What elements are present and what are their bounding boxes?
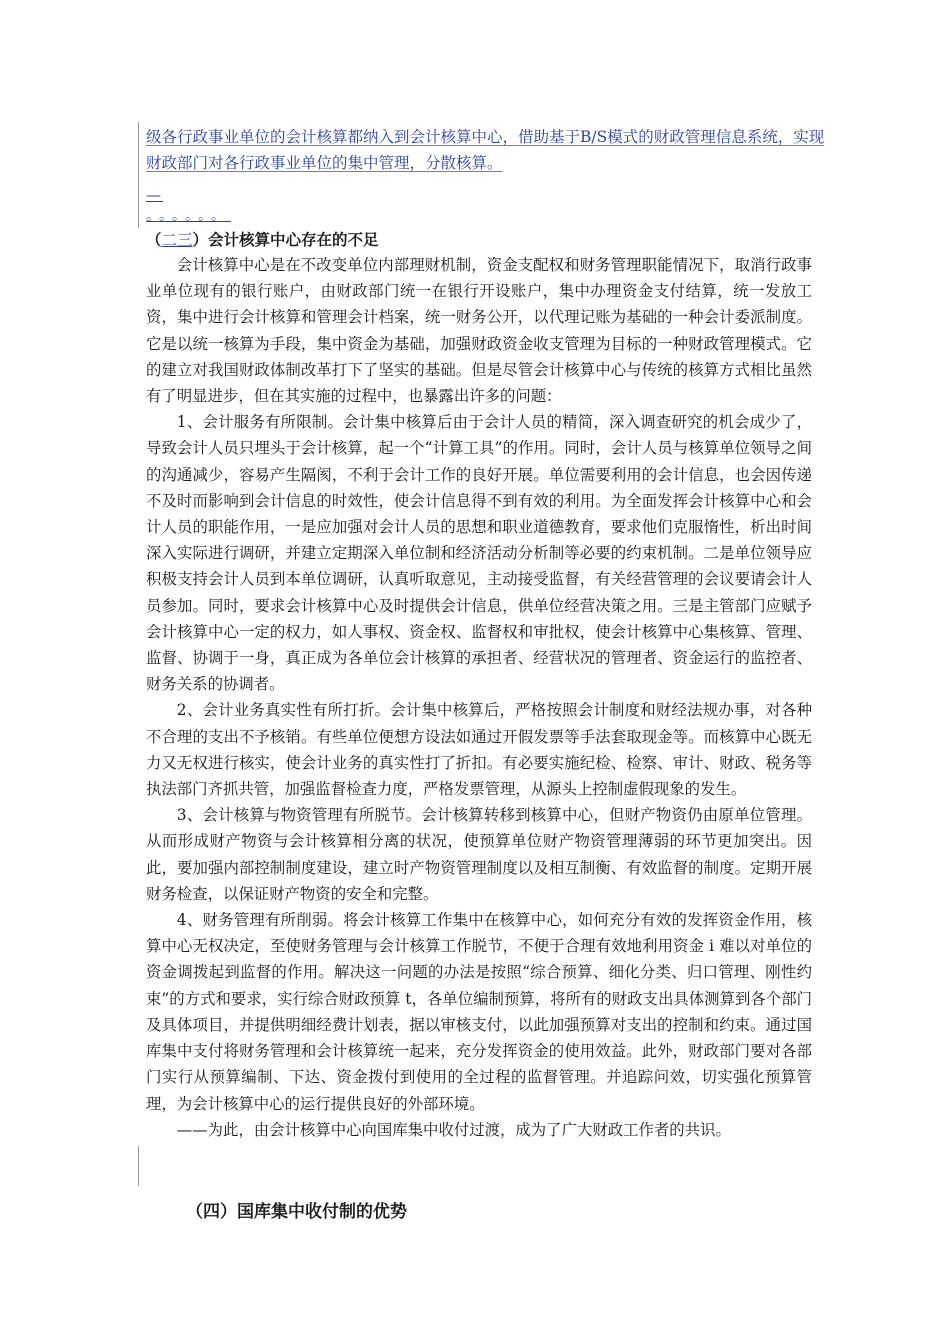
revision-bar-bottom xyxy=(138,1146,139,1186)
paragraph-intro: 会计核算中心是在不改变单位内部理财机制，资金支配权和财务管理职能情况下，取消行政事业单位现有的银行账户，由财政部门统一在银行开设账户，集中办理资金支付结算，统一发放工资，集中进行会计核算和管理会计档案，统一财务公开，以代理记账为基础的一种会计委派制度。它是以统一核算为手段，集中资金为基础，加强财政资金收支管理为目标的一种财政管理模式。它的建立对我国财政体制改革打下了坚实的基础。但是尽管会计核算中心与传统的核算方式相比虽然有了明显进步，但在其实施的过程中，也暴露出许多的问题： xyxy=(146,256,812,406)
paragraph-point-3: 3、会计核算与物资管理有所脱节。会计核算转移到核算中心，但财产物资仍由原单位管理。从而形成财产物资与会计核算相分离的状况，使预算单位财产物资管理薄弱的环节更加突出。因此，要加强内部控制制度建设，建立时产物资管理制度以及相互制衡、有效监督的制度。定期开展财务检查，以保证财产物资的安全和完整。 xyxy=(146,806,812,903)
closing-line: ——为此，由会计核算中心向国库集中收付过渡，成为了广大财政工作者的共识。 xyxy=(176,1120,731,1139)
revision-dash: — xyxy=(146,186,163,204)
intro-paragraph[interactable]: 级各行政事业单位的会计核算都纳入到会计核算中心，借助基于B/S模式的财政管理信息系统，实现财政部门对各行政事业单位的集中管理，分散核算。 xyxy=(146,128,825,172)
revision-bar xyxy=(138,122,139,228)
heading-title-text: ）会计核算中心存在的不足 xyxy=(192,231,379,249)
paragraph-point-4: 4、财务管理有所削弱。将会计核算工作集中在核算中心，如何充分有效的发挥资金作用，核算中心无权决定，至使财务管理与会计核算工作脱节，不便于合理有效地利用资金 i 难以对单位的资金调拨起到监督的作用。解决这一问题的办法是按照“综合预算、细化分类、归口管理、刚性约束”的方式和要求，实行综合财政预算 t，各单位编制预算，将所有的财政支出具体测算到各个部门及具体项目，并提供明细经费计划表，据以审核支付，以此加强预算对支出的控制和约束。通过国库集中支付将财务管理和会计核算统一起来，充分发挥资金的使用效益。此外，财政部门要对各部门实行从预算编制、下达、资金拨付到使用的全过程的监督管理。并追踪问效，切实强化预算管理，为会计核算中心的运行提供良好的外部环境。 xyxy=(146,911,812,1113)
section-heading-3 xyxy=(146,228,379,250)
body-text xyxy=(146,252,812,1143)
heading-open-paren: （ xyxy=(146,231,162,249)
heading-number-revision[interactable]: 二三 xyxy=(161,231,193,249)
paragraph-point-1: 1、会计服务有所限制。会计集中核算后由于会计人员的精简，深入调查研究的机会成少了，导致会计人员只埋头于会计核算，起一个“计算工具”的作用。同时，会计人员与核算单位领导之间的沟通减少，容易产生隔阂，不利于会计工作的良好开展。单位需要利用的会计信息，也会因传递不及时而影响到会计信息的时效性，使会计信息得不到有效的利用。为全面发挥会计核算中心和会计人员的职能作用，一是应加强对会计人员的思想和职业道德教育，要求他们克服惰性，析出时间深入实际进行调研，并建立定期深入单位制和经济活动分析制等必要的约束机制。二是单位领导应积极支持会计人员到本单位调研，认真听取意见，主动接受监督，有关经营管理的会议要请会计人员参加。同时，要求会计核算中心及时提供会计信息，供单位经营决策之用。三是主管部门应赋予会计核算中心一定的权力，如人事权、资金权、监督权和审批权，使会计核算中心集核算、管理、监督、协调于一身，真正成为各单位会计核算的承担者、经营状况的管理者、资金运行的监控者、财务关系的协调者。 xyxy=(146,413,812,694)
section-heading-4: （四）国库集中收付制的优势 xyxy=(186,1202,407,1222)
paragraph-point-2: 2、会计业务真实性有所打折。会计集中核算后，严格按照会计制度和财经法规办事，对各种不合理的支出不予核销。有些单位便想方设法如通过开假发票等手法套取现金等。而核算中心既无力又无权进行核实，使会计业务的真实性打了折扣。有必要实施纪检、检察、审计、财政、税务等执法部门齐抓共管，加强监督检查力度，严格发票管理，从源头上控制虚假现象的发生。 xyxy=(146,701,812,799)
revision-dots: 。。。。。。 xyxy=(146,208,231,224)
